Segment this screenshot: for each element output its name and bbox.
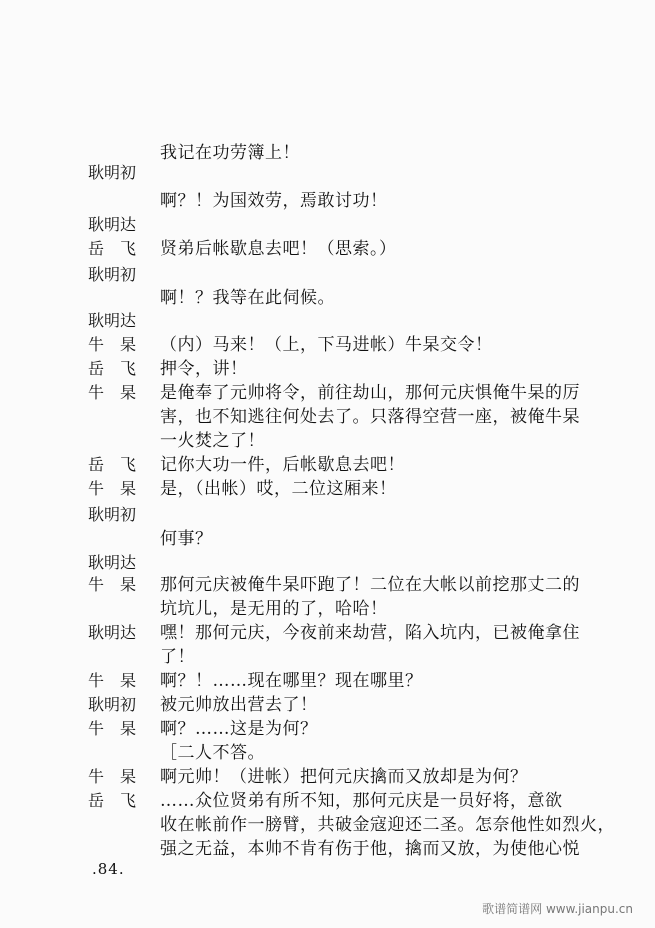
dialogue-text: 嘿！那何元庆，今夜前来劫营，陷入坑内，已被俺拿住 (160, 623, 580, 643)
speaker-name: 牛 杲 (88, 479, 137, 498)
dialogue-text: 是俺奉了元帅将令，前往劫山，那何元庆惧俺牛杲的厉 (160, 383, 580, 403)
dialogue-text: （内）马来！（上，下马进帐）牛杲交令！ (160, 335, 493, 355)
speaker-name: 耿明初 (88, 505, 137, 524)
speaker-name: 耿明初 (88, 163, 137, 182)
dialogue-text: 坑坑儿，是无用的了，哈哈！ (160, 599, 388, 619)
dialogue-text: 啊？……这是为何？ (160, 719, 318, 739)
speaker-name: 岳 飞 (88, 791, 137, 810)
dialogue-text: ……众位贤弟有所不知，那何元庆是一员好将，意欲 (160, 791, 563, 811)
speaker-name: 牛 杲 (88, 575, 137, 594)
dialogue-text: 啊！？我等在此伺候。 (160, 288, 335, 308)
dialogue-text: 一火焚之了！ (160, 431, 265, 451)
dialogue-text: 记你大功一件，后帐歇息去吧！ (160, 455, 405, 475)
speaker-name: 耿明初 (88, 695, 137, 714)
dialogue-text: 是，（出帐）哎，二位这厢来！ (160, 479, 397, 499)
speaker-name: 耿明达 (88, 623, 137, 642)
dialogue-text: 害，也不知逃往何处去了。只落得空营一座，被俺牛杲 (160, 407, 580, 427)
dialogue-text: 啊？！为国效劳，焉敢讨功！ (160, 191, 388, 211)
dialogue-text: 强之无益，本帅不肯有伤于他，擒而又放，为使他心悦 (160, 839, 580, 859)
speaker-name: 耿明达 (88, 553, 137, 572)
speaker-name: 牛 杲 (88, 719, 137, 738)
speaker-name: 岳 飞 (88, 455, 137, 474)
speaker-name: 牛 杲 (88, 767, 137, 786)
speaker-name: 耿明达 (88, 215, 137, 234)
dialogue-text: 了！ (160, 647, 195, 667)
speaker-name: 耿明达 (88, 311, 137, 330)
page-number: .84. (92, 860, 125, 878)
dialogue-text: 何事？ (160, 529, 213, 549)
speaker-name: 岳 飞 (88, 359, 137, 378)
dialogue-text: 押令，讲！ (160, 359, 248, 379)
speaker-name: 牛 杲 (88, 383, 137, 402)
dialogue-text: 啊？！……现在哪里？现在哪里？ (160, 671, 423, 691)
speaker-name: 耿明初 (88, 265, 137, 284)
dialogue-text: 贤弟后帐歇息去吧！（思索。） (160, 239, 397, 259)
speaker-name: 牛 杲 (88, 671, 137, 690)
speaker-name: 岳 飞 (88, 239, 137, 258)
dialogue-text: ［二人不答。 (160, 743, 265, 763)
dialogue-text: 啊元帅！（进帐）把何元庆擒而又放却是为何？ (160, 767, 528, 787)
watermark: 歌谱简谱网 www.jianpu.cn (482, 902, 633, 916)
dialogue-text: 我记在功劳簿上！ (160, 143, 300, 163)
dialogue-text: 收在帐前作一膀臂，共破金寇迎还二圣。怎奈他性如烈火， (160, 815, 615, 835)
dialogue-text: 那何元庆被俺牛杲吓跑了！二位在大帐以前挖那丈二的 (160, 575, 580, 595)
speaker-name: 牛 杲 (88, 335, 137, 354)
dialogue-text: 被元帅放出营去了！ (160, 695, 318, 715)
